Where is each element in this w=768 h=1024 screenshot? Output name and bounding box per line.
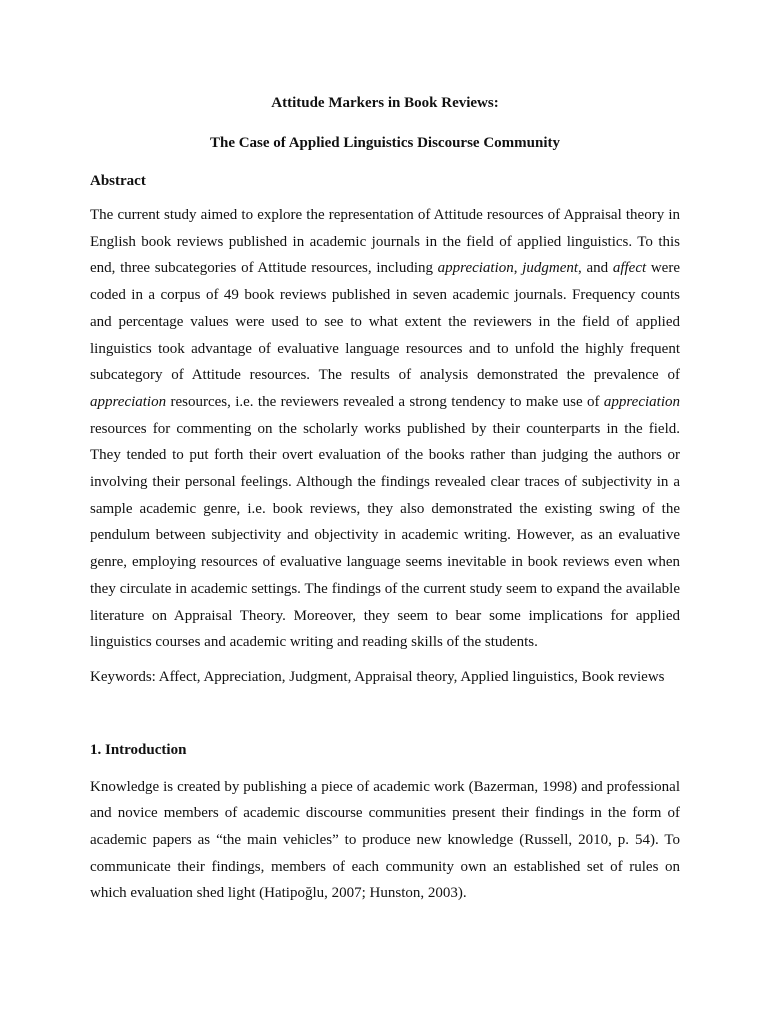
abstract-term-judgment: judgment: [522, 260, 579, 277]
abstract-text-part-4: resources for commenting on the scholarly works published by their counterparts in the field. They tended to put forth their overt evaluation of the books rather than judging the authors or involving their personal feelings. Although the findings revealed clear traces of subjectivity in a sample academic genre, i.e. book reviews, they also demonstrated the existing swing of the pendulum between subjectivity and objectivity in academic writing. However, as an evaluative genre, employing resources of evaluative language seems inevitable in book reviews even when they circulate in academic settings. The findings of the current study seem to expand the available literature on Appraisal Theory. Moreover, they seem to bear some implications for applied linguistics courses and academic writing and reading skills of the students.: [90, 420, 680, 651]
paper-subtitle: The Case of Applied Linguistics Discourse Community: [209, 135, 561, 151]
abstract-text-part-2: were coded in a corpus of 49 book reviews published in seven academic journals. Frequency counts and percentage values were used to see to what extent the reviewers in the field of applied linguistics took advantage of evaluative language resources and to unfold the highly frequent subcategory of Attitude resources. The results of analysis demonstrated the prevalence of: [90, 260, 680, 384]
abstract-separator-2: , and: [578, 260, 613, 277]
abstract-term-affect: affect: [612, 260, 647, 277]
abstract-heading: Abstract: [90, 173, 146, 189]
abstract-term-appreciation-3: appreciation: [603, 393, 680, 410]
abstract-text-part-1: The current study aimed to explore the representation of Attitude resources of Appraisal theory in English book reviews published in academic journals in the field of applied linguistics. To this end, three subcategories of Attitude resources, including: [90, 207, 680, 277]
paper-title: Attitude Markers in Book Reviews:: [271, 95, 499, 111]
introduction-paragraph: Knowledge is created by publishing a piece of academic work (Bazerman, 1998) and professional and novice members of academic discourse communities present their findings in the form of academic papers as “the main vehicles” to produce new knowledge (Russell, 2010, p. 54). To communicate their findings, members of each community own an established set of rules on which evaluation shed light (Hatipoğlu, 2007; Hunston, 2003).: [90, 778, 680, 902]
abstract-separator-1: ,: [513, 260, 523, 277]
abstract-text-part-3: resources, i.e. the reviewers revealed a strong tendency to make use of: [166, 393, 604, 410]
introduction-heading: 1. Introduction: [90, 741, 187, 758]
keywords-line: Keywords: Affect, Appreciation, Judgment, Appraisal theory, Applied linguistics, Book reviews: [90, 668, 665, 685]
abstract-term-appreciation-2: appreciation: [90, 393, 167, 410]
abstract-term-appreciation: appreciation: [437, 260, 514, 277]
abstract-paragraph: [90, 202, 680, 656]
